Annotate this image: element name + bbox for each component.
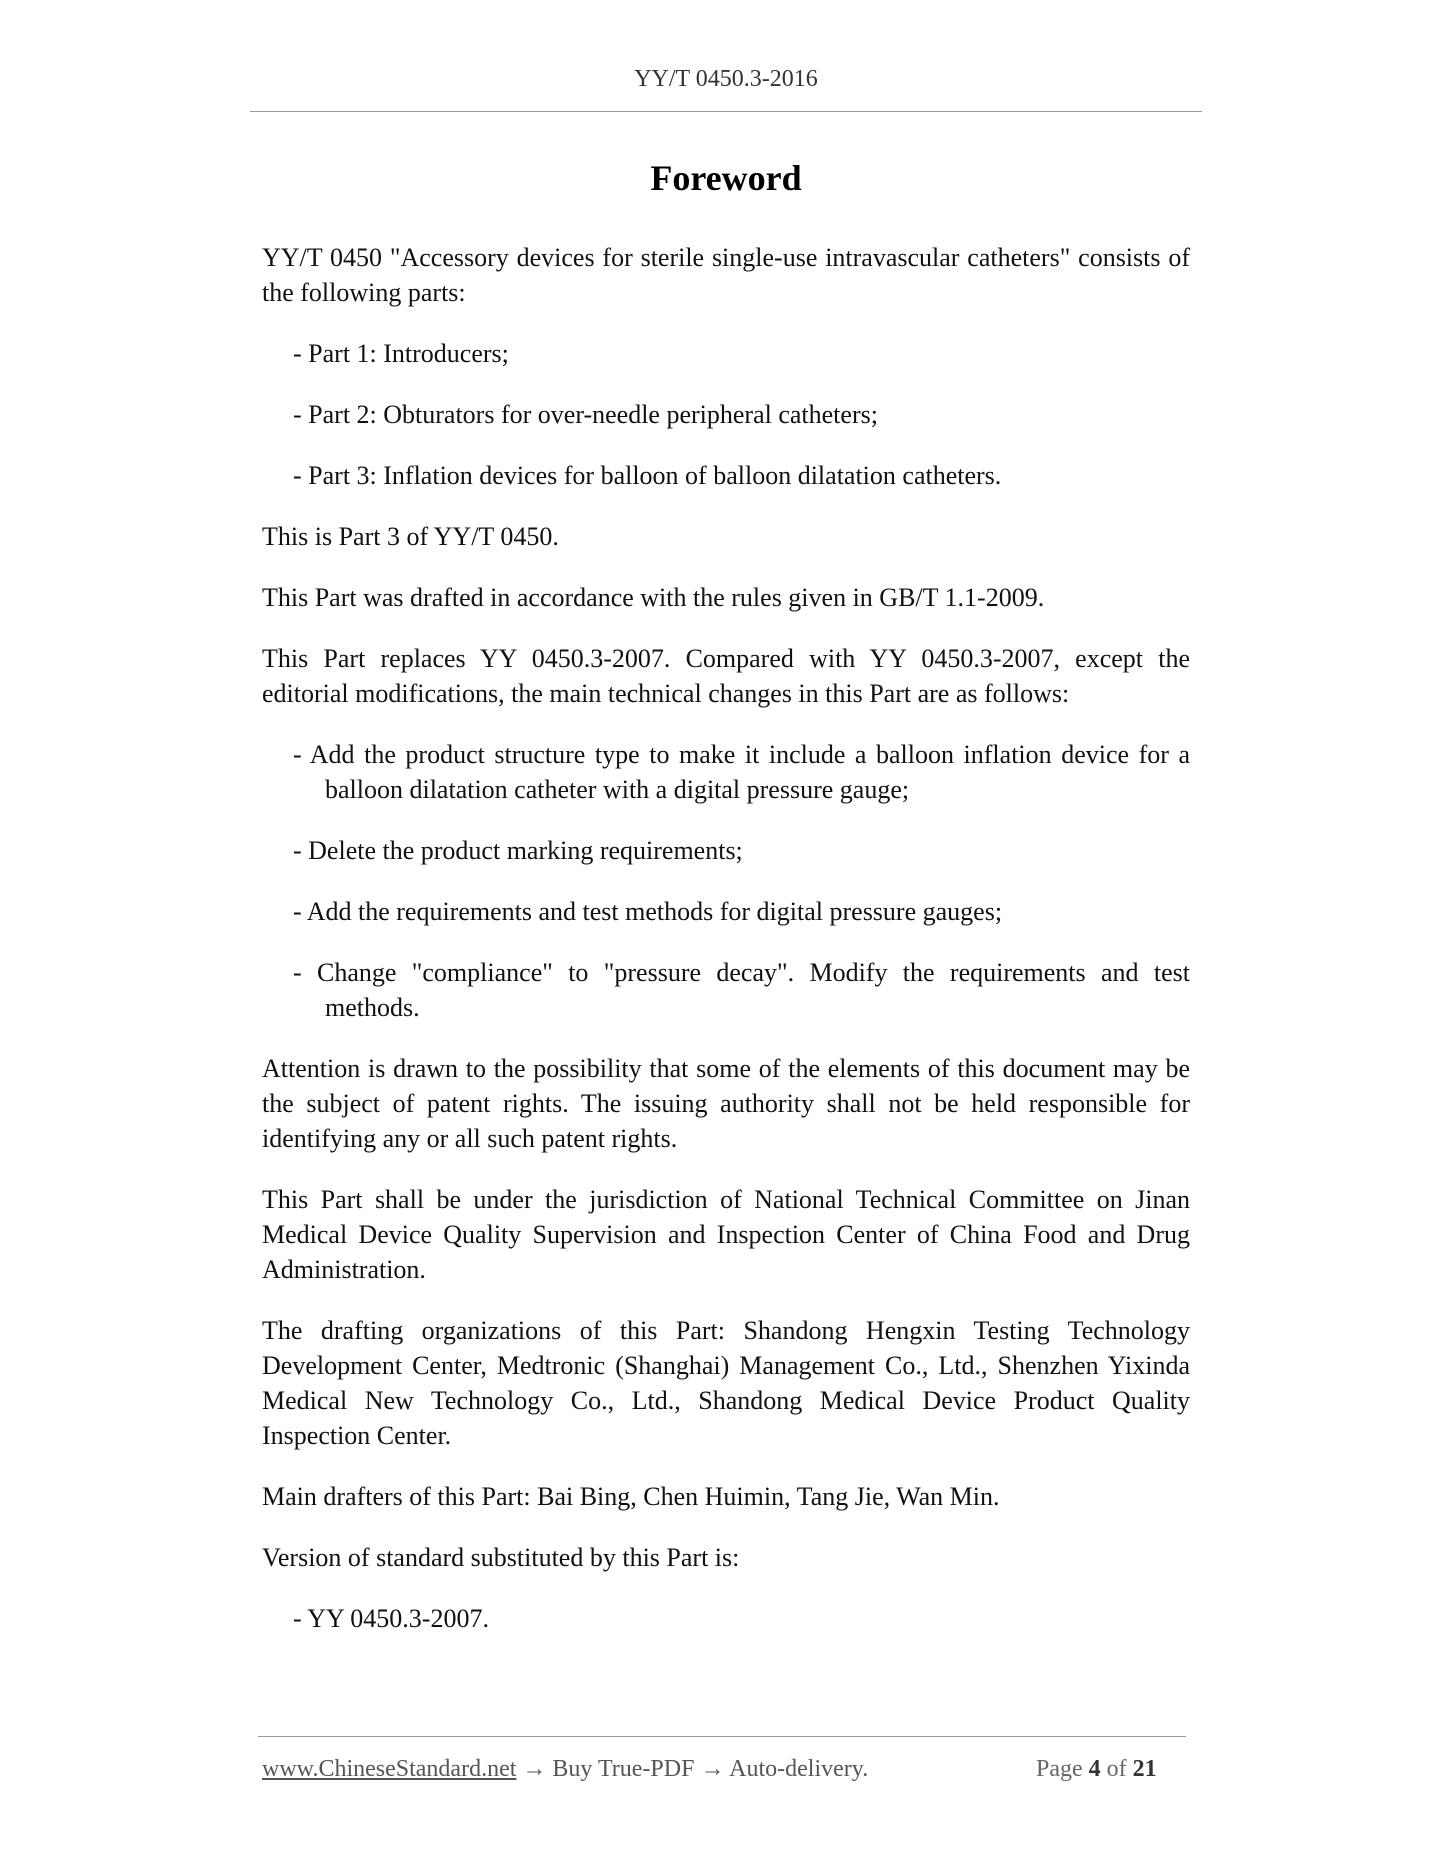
drafters-paragraph: Main drafters of this Part: Bai Bing, Chen Huimin, Tang Jie, Wan Min. xyxy=(262,1482,1000,1511)
document-body xyxy=(262,240,1190,1662)
website-link[interactable]: www.ChineseStandard.net xyxy=(262,1756,517,1782)
page-indicator xyxy=(1036,1756,1157,1783)
organizations-paragraph: The drafting organizations of this Part: Shandong Hengxin Testing Technology Development Center, Medtronic (Shanghai) Management Co., Ltd., Shenzhen Yixinda Medical New Technology Co., Ltd., Shandong Medical Device Product Quality Inspection Center. xyxy=(262,1316,1190,1450)
this-part-paragraph: This is Part 3 of YY/T 0450. xyxy=(262,522,559,551)
list-item-change-2: - Delete the product marking requirements; xyxy=(293,836,743,865)
buy-pdf-text: Buy True-PDF xyxy=(552,1756,695,1782)
list-item-part-2: - Part 2: Obturators for over-needle peripheral catheters; xyxy=(293,400,878,429)
intro-paragraph: YY/T 0450 "Accessory devices for sterile single-use intravascular catheters" consists of the following parts: xyxy=(262,243,1190,307)
document-header-code: YY/T 0450.3-2016 xyxy=(634,66,818,92)
header-divider xyxy=(250,111,1202,112)
arrow-right-icon: → xyxy=(522,1756,547,1782)
of-label: of xyxy=(1106,1756,1127,1782)
jurisdiction-paragraph: This Part shall be under the jurisdiction of National Technical Committee on Jinan Medical Device Quality Supervision and Inspection Center of China Food and Drug Administration. xyxy=(262,1185,1190,1284)
drafted-paragraph: This Part was drafted in accordance with the rules given in GB/T 1.1-2009. xyxy=(262,583,1045,612)
footer-divider xyxy=(258,1736,1186,1737)
arrow-right-icon: → xyxy=(700,1756,725,1782)
auto-delivery-text: Auto-delivery. xyxy=(729,1756,869,1782)
list-item-change-1: - Add the product structure type to make it include a balloon inflation device for a balloon dilatation catheter with a digital pressure gauge; xyxy=(293,740,1190,804)
current-page-number: 4 xyxy=(1088,1756,1101,1782)
list-item-part-3: - Part 3: Inflation devices for balloon of balloon dilatation catheters. xyxy=(293,461,1002,490)
attention-paragraph: Attention is drawn to the possibility that some of the elements of this document may be the subject of patent rights. The issuing authority shall not be held responsible for identifying any or all such patent rights. xyxy=(262,1054,1190,1153)
replaces-paragraph: This Part replaces YY 0450.3-2007. Compared with YY 0450.3-2007, except the editorial modifications, the main technical changes in this Part are as follows: xyxy=(262,644,1190,708)
footer-promo xyxy=(262,1756,868,1783)
list-item-part-1: - Part 1: Introducers; xyxy=(293,339,509,368)
page-label: Page xyxy=(1036,1756,1083,1782)
list-item-change-4: - Change "compliance" to "pressure decay". Modify the requirements and test methods. xyxy=(293,958,1190,1022)
total-page-number: 21 xyxy=(1132,1756,1157,1782)
page-title: Foreword xyxy=(650,158,802,198)
list-item-change-3: - Add the requirements and test methods for digital pressure gauges; xyxy=(293,897,1003,926)
version-paragraph: Version of standard substituted by this Part is: xyxy=(262,1543,740,1572)
list-item-version-1: - YY 0450.3-2007. xyxy=(293,1604,489,1633)
